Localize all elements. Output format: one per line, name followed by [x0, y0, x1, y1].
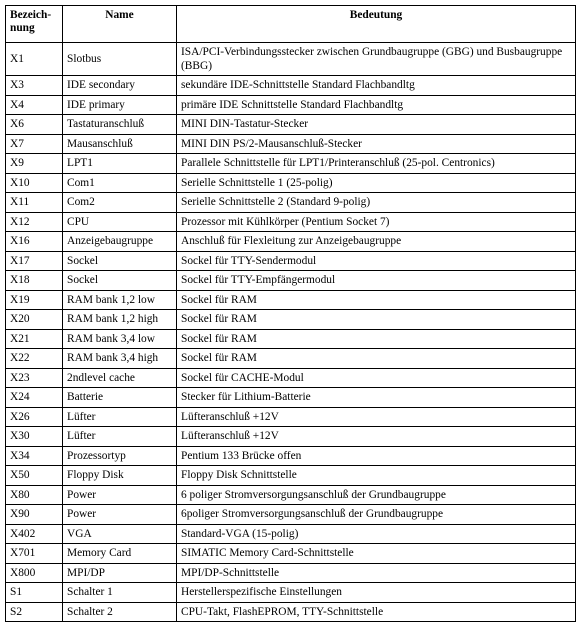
cell-meaning: Stecker für Lithium-Batterie	[177, 388, 576, 408]
cell-meaning: Parallele Schnittstelle für LPT1/Printeranschluß (25-pol. Centronics)	[177, 154, 576, 174]
table-row	[6, 290, 576, 310]
cell-name: Sockel	[63, 271, 177, 291]
table-row	[6, 466, 576, 486]
cell-name: RAM bank 1,2 high	[63, 310, 177, 330]
cell-meaning: 6 poliger Stromversorgungsanschluß der Grundbaugruppe	[177, 485, 576, 505]
table-row	[6, 271, 576, 291]
cell-designation: X7	[6, 134, 63, 154]
table-row	[6, 505, 576, 525]
cell-name: 2ndlevel cache	[63, 368, 177, 388]
cell-designation: X3	[6, 76, 63, 96]
cell-name: Anzeigebaugruppe	[63, 232, 177, 252]
cell-designation: X701	[6, 544, 63, 564]
table-row	[6, 485, 576, 505]
cell-designation: X90	[6, 505, 63, 525]
cell-meaning: Sockel für RAM	[177, 349, 576, 369]
cell-meaning: Prozessor mit Kühlkörper (Pentium Socket 7)	[177, 212, 576, 232]
cell-name: Mausanschluß	[63, 134, 177, 154]
cell-designation: X24	[6, 388, 63, 408]
cell-meaning: Lüfteranschluß +12V	[177, 427, 576, 447]
table-row	[6, 76, 576, 96]
cell-designation: S2	[6, 602, 63, 622]
cell-meaning: Sockel für RAM	[177, 310, 576, 330]
cell-designation: X800	[6, 563, 63, 583]
cell-name: Sockel	[63, 251, 177, 271]
table-row	[6, 193, 576, 213]
table-row	[6, 251, 576, 271]
cell-name: CPU	[63, 212, 177, 232]
cell-designation: X30	[6, 427, 63, 447]
cell-meaning: Herstellerspezifische Einstellungen	[177, 583, 576, 603]
cell-name: Batterie	[63, 388, 177, 408]
cell-meaning: Lüfteranschluß +12V	[177, 407, 576, 427]
table-row	[6, 134, 576, 154]
cell-name: IDE secondary	[63, 76, 177, 96]
cell-designation: X10	[6, 173, 63, 193]
cell-meaning: Floppy Disk Schnittstelle	[177, 466, 576, 486]
table-row	[6, 446, 576, 466]
cell-meaning: Serielle Schnittstelle 2 (Standard 9-polig)	[177, 193, 576, 213]
cell-designation: X1	[6, 43, 63, 76]
cell-designation: S1	[6, 583, 63, 603]
cell-name: Schalter 1	[63, 583, 177, 603]
cell-designation: X6	[6, 115, 63, 135]
cell-name: LPT1	[63, 154, 177, 174]
table-row	[6, 583, 576, 603]
header-row	[6, 6, 576, 43]
cell-name: Prozessortyp	[63, 446, 177, 466]
cell-name: Com1	[63, 173, 177, 193]
cell-designation: X4	[6, 95, 63, 115]
cell-designation: X12	[6, 212, 63, 232]
cell-meaning: CPU-Takt, FlashEPROM, TTY-Schnittstelle	[177, 602, 576, 622]
cell-meaning: Sockel für RAM	[177, 329, 576, 349]
cell-name: Lüfter	[63, 407, 177, 427]
cell-meaning: SIMATIC Memory Card-Schnittstelle	[177, 544, 576, 564]
cell-name: Floppy Disk	[63, 466, 177, 486]
table-row	[6, 368, 576, 388]
table-row	[6, 173, 576, 193]
cell-designation: X19	[6, 290, 63, 310]
cell-designation: X22	[6, 349, 63, 369]
cell-name: IDE primary	[63, 95, 177, 115]
cell-name: Memory Card	[63, 544, 177, 564]
table-row	[6, 407, 576, 427]
cell-meaning: Standard-VGA (15-polig)	[177, 524, 576, 544]
header-name: Name	[63, 6, 177, 43]
cell-designation: X23	[6, 368, 63, 388]
cell-designation: X26	[6, 407, 63, 427]
header-meaning: Bedeutung	[177, 6, 576, 43]
cell-meaning: Serielle Schnittstelle 1 (25-polig)	[177, 173, 576, 193]
cell-meaning: Sockel für TTY-Sendermodul	[177, 251, 576, 271]
table-row	[6, 310, 576, 330]
cell-designation: X20	[6, 310, 63, 330]
cell-meaning: sekundäre IDE-Schnittstelle Standard Flachbandltg	[177, 76, 576, 96]
cell-name: MPI/DP	[63, 563, 177, 583]
header-designation: Bezeich- nung	[6, 6, 63, 43]
cell-meaning: primäre IDE Schnittstelle Standard Flachbandltg	[177, 95, 576, 115]
table-row	[6, 563, 576, 583]
table-row	[6, 329, 576, 349]
cell-designation: X17	[6, 251, 63, 271]
cell-designation: X18	[6, 271, 63, 291]
table-row	[6, 388, 576, 408]
table-row	[6, 115, 576, 135]
cell-meaning: Pentium 133 Brücke offen	[177, 446, 576, 466]
cell-designation: X402	[6, 524, 63, 544]
cell-name: VGA	[63, 524, 177, 544]
cell-meaning: MINI DIN PS/2-Mausanschluß-Stecker	[177, 134, 576, 154]
cell-meaning: Sockel für CACHE-Modul	[177, 368, 576, 388]
cell-name: Schalter 2	[63, 602, 177, 622]
cell-meaning: ISA/PCI-Verbindungsstecker zwischen Grundbaugruppe (GBG) und Busbaugruppe (BBG)	[177, 43, 576, 76]
cell-designation: X9	[6, 154, 63, 174]
cell-name: Slotbus	[63, 43, 177, 76]
cell-name: RAM bank 3,4 high	[63, 349, 177, 369]
cell-name: RAM bank 1,2 low	[63, 290, 177, 310]
table-row	[6, 544, 576, 564]
cell-name: Power	[63, 485, 177, 505]
cell-name: Tastaturanschluß	[63, 115, 177, 135]
cell-name: Lüfter	[63, 427, 177, 447]
table-row	[6, 95, 576, 115]
cell-name: Power	[63, 505, 177, 525]
cell-designation: X50	[6, 466, 63, 486]
cell-meaning: Anschluß für Flexleitung zur Anzeigebaugruppe	[177, 232, 576, 252]
cell-meaning: Sockel für RAM	[177, 290, 576, 310]
cell-designation: X21	[6, 329, 63, 349]
cell-meaning: Sockel für TTY-Empfängermodul	[177, 271, 576, 291]
cell-designation: X80	[6, 485, 63, 505]
table-row	[6, 154, 576, 174]
cell-meaning: MINI DIN-Tastatur-Stecker	[177, 115, 576, 135]
cell-name: RAM bank 3,4 low	[63, 329, 177, 349]
table-row	[6, 212, 576, 232]
table-row	[6, 602, 576, 622]
table-row	[6, 524, 576, 544]
table-row	[6, 43, 576, 76]
table-row	[6, 349, 576, 369]
cell-designation: X34	[6, 446, 63, 466]
cell-name: Com2	[63, 193, 177, 213]
cell-designation: X16	[6, 232, 63, 252]
table-row	[6, 427, 576, 447]
cell-meaning: MPI/DP-Schnittstelle	[177, 563, 576, 583]
cell-meaning: 6poliger Stromversorgungsanschluß der Grundbaugruppe	[177, 505, 576, 525]
table-row	[6, 232, 576, 252]
connector-table	[5, 5, 576, 622]
cell-designation: X11	[6, 193, 63, 213]
